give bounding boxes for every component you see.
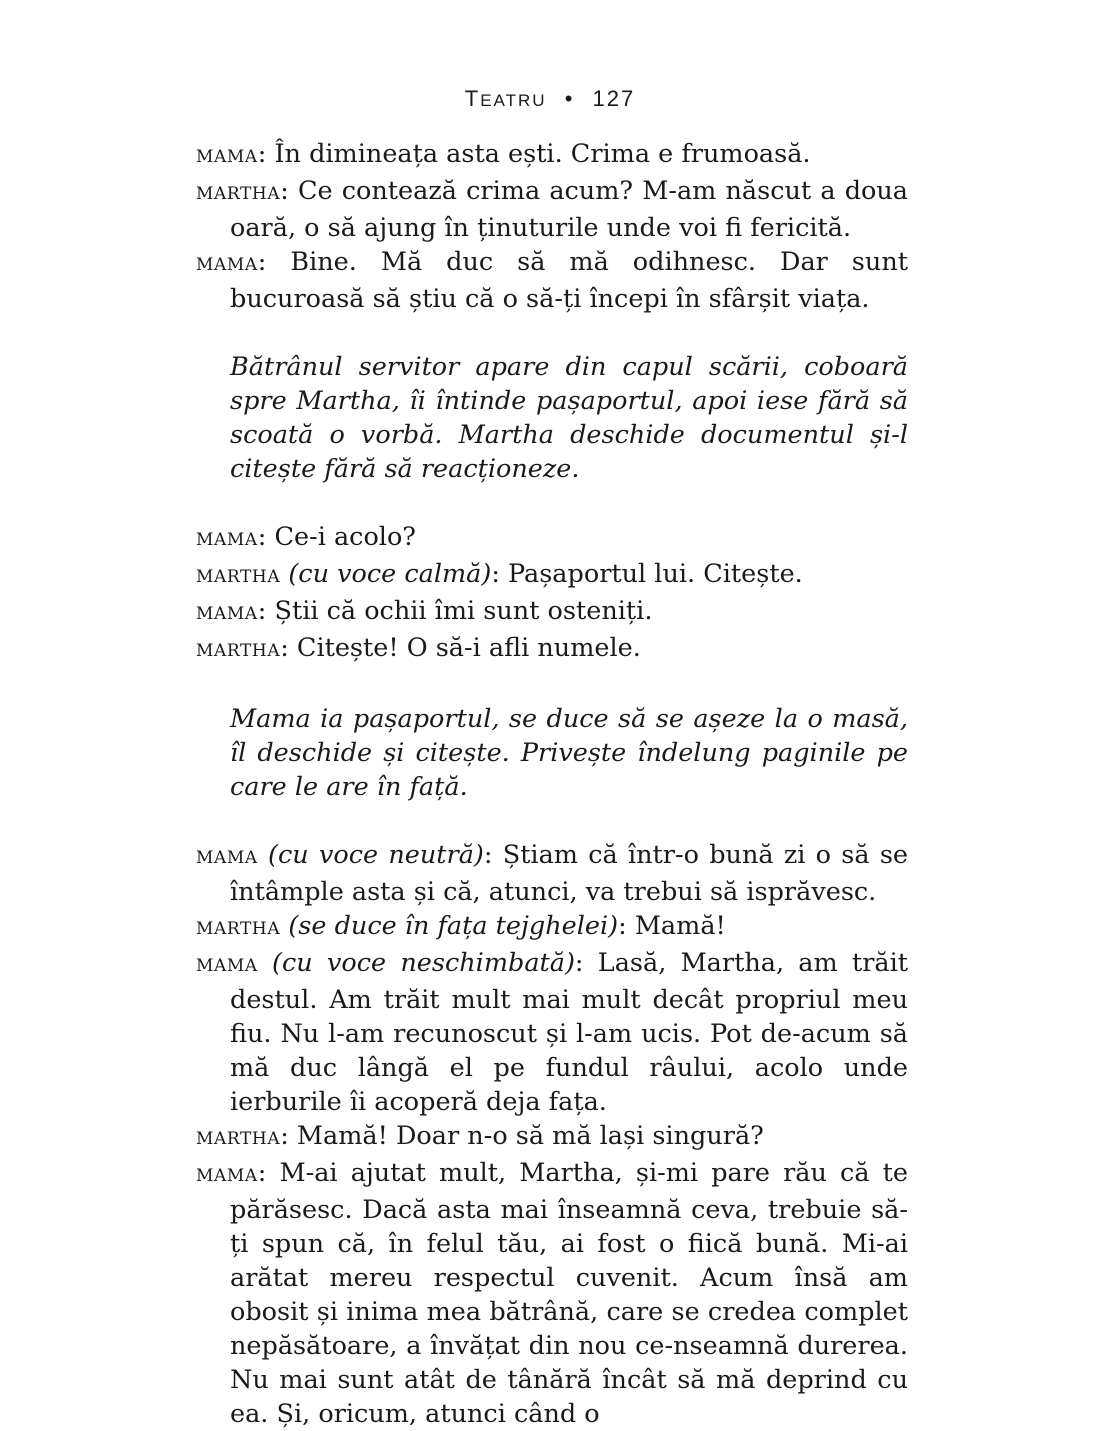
stage-direction: Mama ia pașaportul, se duce să se așeze la o masă, îl deschide și citește. Privește îndelung paginile pe care le are în față. (230, 704, 908, 802)
dialogue-text: : Bine. Mă duc să mă odihnesc. Dar sunt bucuroasă să știu că o să-ți începi în sfârșit viața. (230, 247, 908, 314)
dialogue-text: : Lasă, Martha, am trăit destul. Am trăit mult mai mult decât propriul meu fiu. Nu l-am recunoscut și l-am ucis. Pot de-acum să mă duc lângă el pe fundul râului, acolo unde ierburile îi acoperă deja fața. (230, 948, 908, 1117)
speaker-name: MAMA (196, 530, 258, 550)
dialogue-text: : Știi că ochii îmi sunt osteniți. (257, 596, 653, 626)
dialogue-text: : Știam că într-o bună zi o să se întâmple asta și că, atunci, va trebui să isprăvesc. (230, 840, 908, 907)
speaker-name: MARTHA (196, 1129, 281, 1149)
speaker-name: MAMA (196, 1166, 258, 1186)
dialogue-text: : Ce-i acolo? (257, 522, 416, 552)
header-section-initial: T (464, 86, 481, 111)
dialogue-line (196, 137, 908, 174)
parenthetical-direction: (cu voce calmă) (288, 559, 492, 589)
speaker-name: MARTHA (196, 641, 281, 661)
speaker-name: MARTHA (196, 919, 281, 939)
dialogue-text: : Pașaportul lui. Citește. (491, 559, 803, 589)
parenthetical-direction: (cu voce neutră) (268, 840, 484, 870)
speaker-name: MARTHA (196, 184, 281, 204)
dialogue-line (196, 520, 908, 557)
page-number: 127 (592, 86, 636, 111)
dialogue-text: : Mamă! Doar n-o să mă lași singură? (280, 1121, 764, 1151)
play-text (196, 137, 908, 1431)
speaker-name: MARTHA (196, 567, 281, 587)
dialogue-text: : M-ai ajutat mult, Martha, și-mi pare rău că te părăsesc. Dacă asta mai înseamnă ceva, trebuie să-ți spun că, în felul tău, ai fost o fiică bună. Mi-ai arătat mereu respectul cuvenit. Acum însă am obosit și inima mea bătrână, care se credea complet nepăsătoare, a învățat din nou ce-nseamnă durerea. Nu mai sunt atât de tânără încât să mă deprind cu ea. Și, oricum, atunci când o (230, 1158, 908, 1429)
speaker-name: MAMA (196, 956, 258, 976)
header-section-title: EATRU (480, 91, 547, 110)
dialogue-line (196, 838, 908, 909)
speaker-name: MAMA (196, 604, 258, 624)
dialogue-line (196, 631, 908, 668)
dialogue-text: : Ce contează crima acum? M-am născut a doua oară, o să ajung în ținuturile unde voi fi fericită. (230, 176, 908, 243)
dialogue-line (196, 594, 908, 631)
dialogue-text: : Mamă! (618, 911, 726, 941)
stage-direction: Bătrânul servitor apare din capul scării, coboară spre Martha, îi întinde pașaportul, apoi iese fără să scoată o vorbă. Martha deschide documentul și-l citește fără să reacționeze. (230, 352, 908, 484)
dialogue-line (196, 245, 908, 316)
dialogue-line (196, 174, 908, 245)
speaker-name: MAMA (196, 147, 258, 167)
parenthetical-direction: (cu voce neschimbată) (272, 948, 575, 978)
dialogue-line (196, 557, 908, 594)
header-separator: • (564, 86, 575, 111)
running-header (0, 86, 1100, 112)
speaker-name: MAMA (196, 255, 258, 275)
parenthetical-direction: (se duce în fața tejghelei) (288, 911, 619, 941)
dialogue-line (196, 1119, 908, 1156)
dialogue-line (196, 1156, 908, 1431)
dialogue-text: : Citește! O să-i afli numele. (280, 633, 641, 663)
dialogue-line (196, 946, 908, 1119)
speaker-name: MAMA (196, 848, 258, 868)
dialogue-text: : În dimineața asta ești. Crima e frumoasă. (257, 139, 811, 169)
dialogue-line (196, 909, 908, 946)
